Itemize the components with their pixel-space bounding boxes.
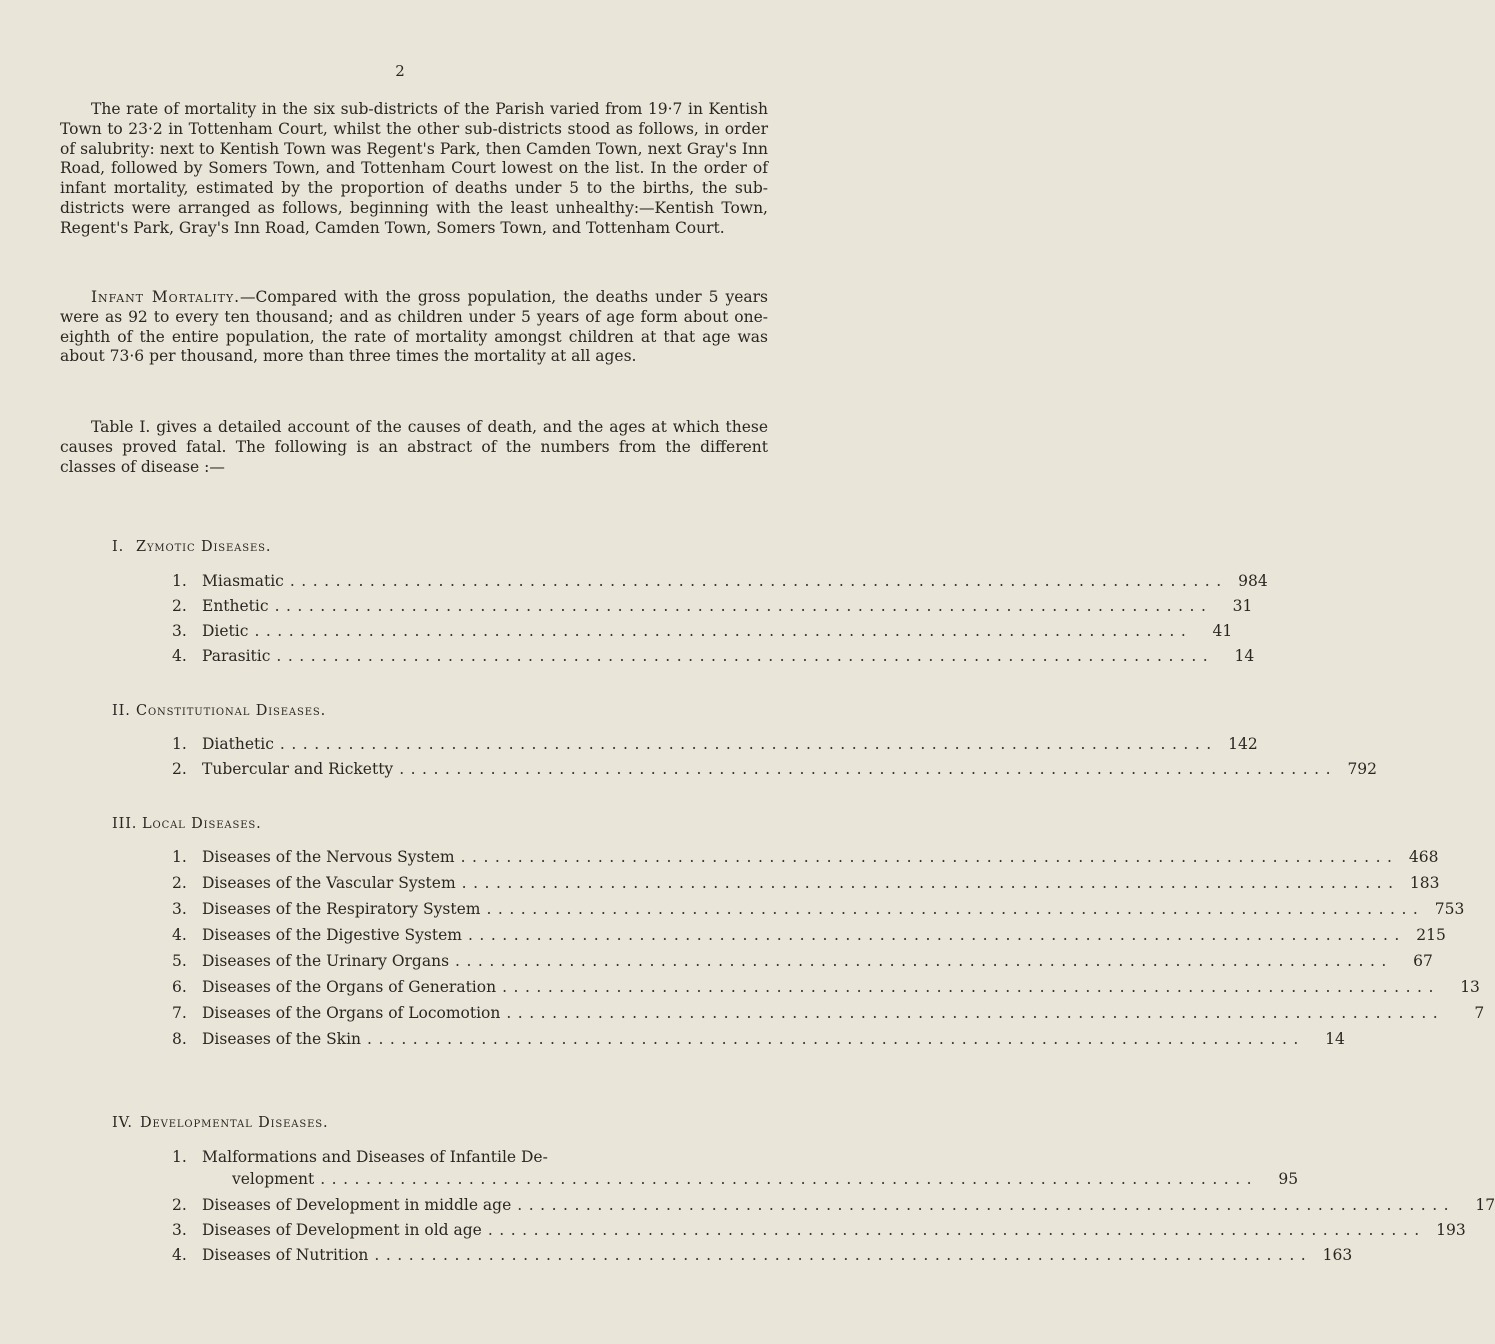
leader-dots: [276, 645, 1214, 667]
leader-dots: [468, 924, 1406, 946]
leader-dots: [254, 620, 1192, 642]
item-label: Miasmatic: [202, 572, 284, 590]
section-heading-developmental: [112, 1115, 328, 1131]
item-label: Diseases of the Organs of Generation: [202, 978, 497, 996]
item-value: 753: [1434, 900, 1465, 918]
item-label-continuation: velopment: [232, 1170, 315, 1188]
item-number: 2.: [172, 1196, 187, 1214]
list-item: [172, 1002, 1485, 1024]
leader-dots: [290, 570, 1228, 592]
list-item: [172, 645, 1255, 667]
leader-dots: [275, 595, 1213, 617]
item-label: Dietic: [202, 622, 249, 640]
list-item: [172, 758, 1378, 780]
item-value: 14: [1234, 647, 1255, 665]
item-number: 1.: [172, 735, 187, 753]
item-value: 468: [1408, 848, 1439, 866]
section-title: Constitutional Diseases.: [136, 703, 327, 719]
section-title: Local Diseases.: [142, 816, 262, 832]
item-value: 14: [1325, 1030, 1345, 1048]
item-number: 6.: [172, 978, 187, 996]
list-item: [172, 898, 1465, 920]
list-item: [172, 872, 1440, 894]
item-number: 3.: [172, 622, 187, 640]
section-numeral: III.: [112, 816, 138, 832]
leader-dots: [517, 1194, 1455, 1216]
item-number: 2.: [172, 874, 187, 892]
item-number: 1.: [172, 572, 187, 590]
paragraph-mortality-subdistricts: The rate of mortality in the six sub-districts of the Parish varied from 19·7 in Kentish Town to 23·2 in Tottenham Court, whilst the other sub-districts stood as follows, in order of salubrity: next to Kentish Town was Regent's Park, then Camden Town, next Gray's Inn Road, followed by Somers Town, and Tottenham Court lowest on the list. In the order of infant mortality, estimated by the proportion of deaths under 5 to the births, the sub-districts were arranged as follows, beginning with the least unhealthy:—Kentish Town, Regent's Park, Gray's Inn Road, Camden Town, Somers Town, and Tottenham Court.: [60, 100, 768, 237]
list-item: [172, 620, 1233, 642]
leader-dots: [399, 758, 1337, 780]
item-value: 142: [1228, 735, 1258, 753]
item-label: Diseases of the Vascular System: [202, 874, 456, 892]
item-label: Diseases of the Digestive System: [202, 926, 462, 944]
item-value: 163: [1322, 1246, 1353, 1264]
list-item: [172, 950, 1433, 972]
item-label: Diseases of Development in old age: [202, 1221, 482, 1239]
item-number: 4.: [172, 1246, 187, 1264]
item-label: Diseases of the Organs of Locomotion: [202, 1004, 501, 1022]
list-item: [172, 1146, 1299, 1190]
item-number: 1.: [172, 848, 187, 866]
list-item: [172, 570, 1268, 592]
item-label: Parasitic: [202, 647, 271, 665]
leader-dots: [455, 950, 1393, 972]
item-label: Enthetic: [202, 597, 269, 615]
item-label: Malformations and Diseases of Infantile De-: [202, 1148, 548, 1166]
list-item: [172, 1028, 1345, 1050]
page-number: 2: [395, 62, 405, 80]
item-value: 17: [1475, 1196, 1495, 1214]
leader-dots: [367, 1028, 1305, 1050]
section-title: Zymotic Diseases.: [136, 539, 272, 555]
item-value: 95: [1278, 1170, 1299, 1188]
item-value: 215: [1416, 926, 1446, 944]
leader-dots: [502, 976, 1440, 998]
list-item: [172, 1219, 1466, 1241]
item-label: Diseases of the Nervous System: [202, 848, 455, 866]
item-value: 41: [1212, 622, 1233, 640]
item-label: Diseases of the Respiratory System: [202, 900, 481, 918]
section-numeral: IV.: [112, 1115, 133, 1131]
leader-dots: [488, 1219, 1426, 1241]
list-item: [172, 733, 1258, 755]
item-number: 4.: [172, 926, 187, 944]
list-item: [172, 1244, 1353, 1266]
item-value: 792: [1347, 760, 1378, 778]
item-value: 31: [1232, 597, 1253, 615]
list-item: [172, 1194, 1495, 1216]
item-number: 3.: [172, 1221, 187, 1239]
item-number: 1.: [172, 1148, 187, 1166]
item-value: 193: [1436, 1221, 1466, 1239]
leader-dots: [462, 872, 1400, 894]
item-number: 3.: [172, 900, 187, 918]
item-label: Diseases of the Skin: [202, 1030, 362, 1048]
item-label: Diathetic: [202, 735, 274, 753]
item-number: 2.: [172, 597, 187, 615]
list-item: [172, 595, 1253, 617]
paragraph-infant-mortality: [60, 288, 768, 367]
list-item: [172, 924, 1446, 946]
item-label-wrap: [202, 1146, 1298, 1190]
item-label: Diseases of Nutrition: [202, 1246, 369, 1264]
leader-dots: [486, 898, 1424, 920]
leader-dots: [320, 1168, 1258, 1190]
item-label-continuation-row: [202, 1168, 1298, 1190]
item-number: 2.: [172, 760, 187, 778]
infant-mortality-heading: Infant Mortality.: [91, 288, 240, 306]
item-number: 4.: [172, 647, 187, 665]
section-heading-zymotic: [112, 539, 271, 555]
section-heading-local: [112, 816, 262, 832]
item-value: 13: [1460, 978, 1480, 996]
section-heading-constitutional: [112, 703, 326, 719]
leader-dots: [461, 846, 1399, 868]
item-label: Diseases of Development in middle age: [202, 1196, 512, 1214]
item-label: Diseases of the Urinary Organs: [202, 952, 450, 970]
section-numeral: I.: [112, 539, 125, 555]
paragraph-table-intro: Table I. gives a detailed account of the causes of death, and the ages at which these causes proved fatal. The following is an abstract of the numbers from the different classes of disease :—: [60, 418, 768, 476]
item-number: 8.: [172, 1030, 187, 1048]
leader-dots: [506, 1002, 1444, 1024]
infant-mortality-body: —Compared with the gross population, the deaths under 5 years were as 92 to every ten thousand; and as children under 5 years of age form about one-eighth of the entire population, the rate of mortality amongst children at that age was about 73·6 per thousand, more than three times the mortality at all ages.: [60, 288, 769, 366]
item-number: 7.: [172, 1004, 187, 1022]
item-value: 183: [1409, 874, 1440, 892]
list-item: [172, 976, 1480, 998]
item-value: 7: [1474, 1004, 1485, 1022]
item-number: 5.: [172, 952, 187, 970]
item-label: Tubercular and Ricketty: [202, 760, 394, 778]
section-numeral: II.: [112, 703, 131, 719]
leader-dots: [374, 1244, 1312, 1266]
list-item: [172, 846, 1439, 868]
leader-dots: [280, 733, 1218, 755]
item-value: 984: [1238, 572, 1268, 590]
section-title: Developmental Diseases.: [140, 1115, 329, 1131]
item-value: 67: [1413, 952, 1433, 970]
